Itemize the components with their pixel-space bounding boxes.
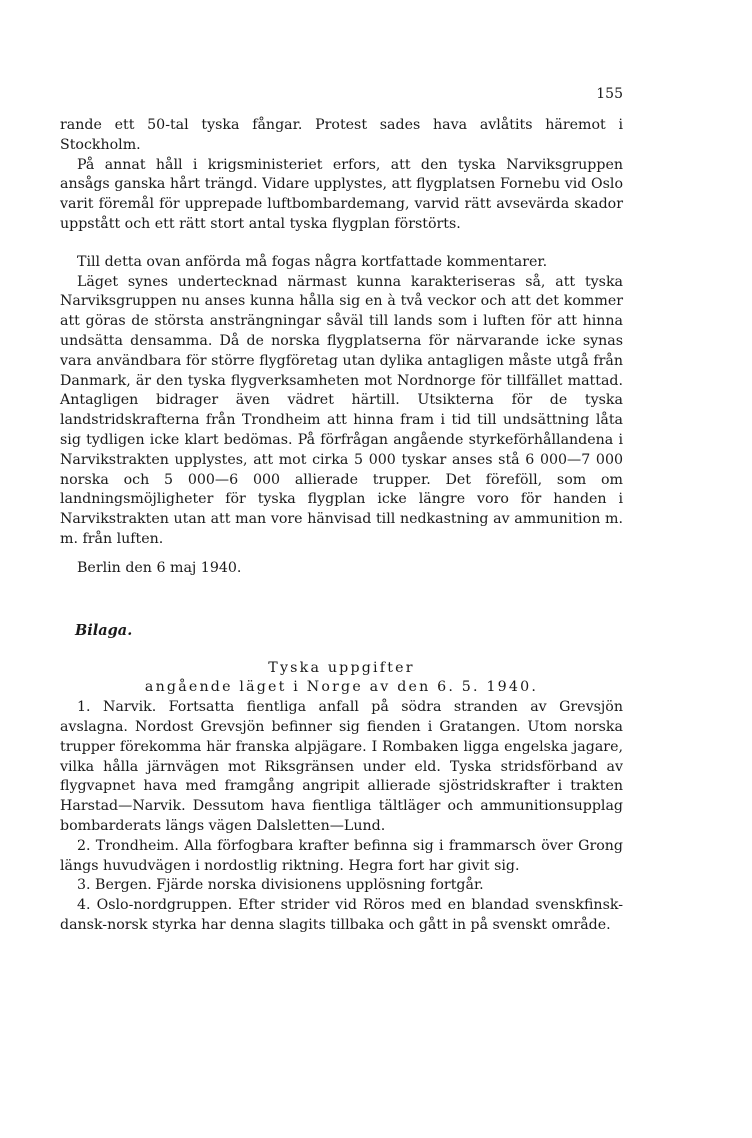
list-item-trondheim: 2. Trondheim. Alla förfogbara krafter befinna sig i frammarsch över Grong längs huvudvägen i nordostlig riktning. Hegra fort har givit sig.	[60, 837, 623, 874]
paragraph-continued: rande ett 50-tal tyska fångar. Protest sades hava avlåtits häremot i Stockholm.	[60, 117, 623, 153]
appendix-subtitle: angående läget i Norge av den 6. 5. 1940.	[144, 679, 539, 696]
paragraph-krigsministeriet: På annat håll i krigsministeriet erfors, att den tyska Narviksgruppen ansågs ganska hårt trängd. Vidare upplystes, att flygplatsen Fornebu vid Oslo varit föremål för upprepade luftbombardemang, varvid rätt avsevärda skador uppstått och ett rätt stort antal tyska flygplan förstörts.	[60, 156, 623, 232]
document-page	[60, 84, 623, 936]
appendix-title: Tyska uppgifter	[268, 659, 415, 676]
list-item-oslo-nordgruppen: 4. Oslo-nordgruppen. Efter strider vid Röros med en blandad svenskfinsk-dansk-norsk styrka har denna slagits tillbaka och gått in på svenskt område.	[60, 897, 623, 933]
list-item-bergen: 3. Bergen. Fjärde norska divisionens upplösning fortgår.	[77, 877, 484, 894]
paragraph-kommentarer-intro: Till detta ovan anförda må fogas några kortfattade kommentarer.	[77, 253, 548, 270]
list-item-narvik: 1. Narvik. Fortsatta fientliga anfall på södra stranden av Grevsjön avslagna. Nordost Grevsjön befinner sig fienden i Gratangen. Utom norska trupper förekomma här franska alpjägare. I Rombaken ligga engelska jagare, vilka hålla järnvägen mot Riksgränsen under eld. Tyska stridsförband av flygvapnet hava med framgång angripit allierade sjöstridskrafter i trakten Harstad—Narvik. Dessutom hava fientliga tältläger och ammunitionsupplag bombarderats längs vägen Dalsletten—Lund.	[60, 699, 623, 834]
page-number: 155	[596, 86, 623, 102]
paragraph-laget: Läget synes undertecknad närmast kunna karakteriseras så, att tyska Narviksgruppen nu anses kunna hålla sig en à två veckor och att det kommer att göras de största ansträngningar såväl till lands som i luften för att hinna undsätta densamma. Då de norska flygplatserna för närvarande icke synas vara användbara för större flygföretag utan dylika antagligen måste utgå från Danmark, är den tyska flygverksamheten mot Nordnorge för tillfället mattad. Antagligen bidrager även vädret härtill. Utsikterna för de tyska landstridskrafterna från Trondheim att hinna fram i tid till undsättning låta sig tydligen icke klart bedömas. På förfrågan angående styrkeförhållandena i Narvikstrakten upplystes, att mot cirka 5 000 tyskar anses stå 6 000—7 000 norska och 5 000—6 000 allierade trupper. Det föreföll, som om landningsmöjligheter för tyska flygplan icke längre voro för handen i Narvikstrakten utan att man vore hänvisad till nedkastning av ammunition m. m. från luften.	[60, 273, 623, 547]
bilaga-label: Bilaga.	[75, 621, 133, 639]
signature-date-line: Berlin den 6 maj 1940.	[77, 559, 242, 576]
